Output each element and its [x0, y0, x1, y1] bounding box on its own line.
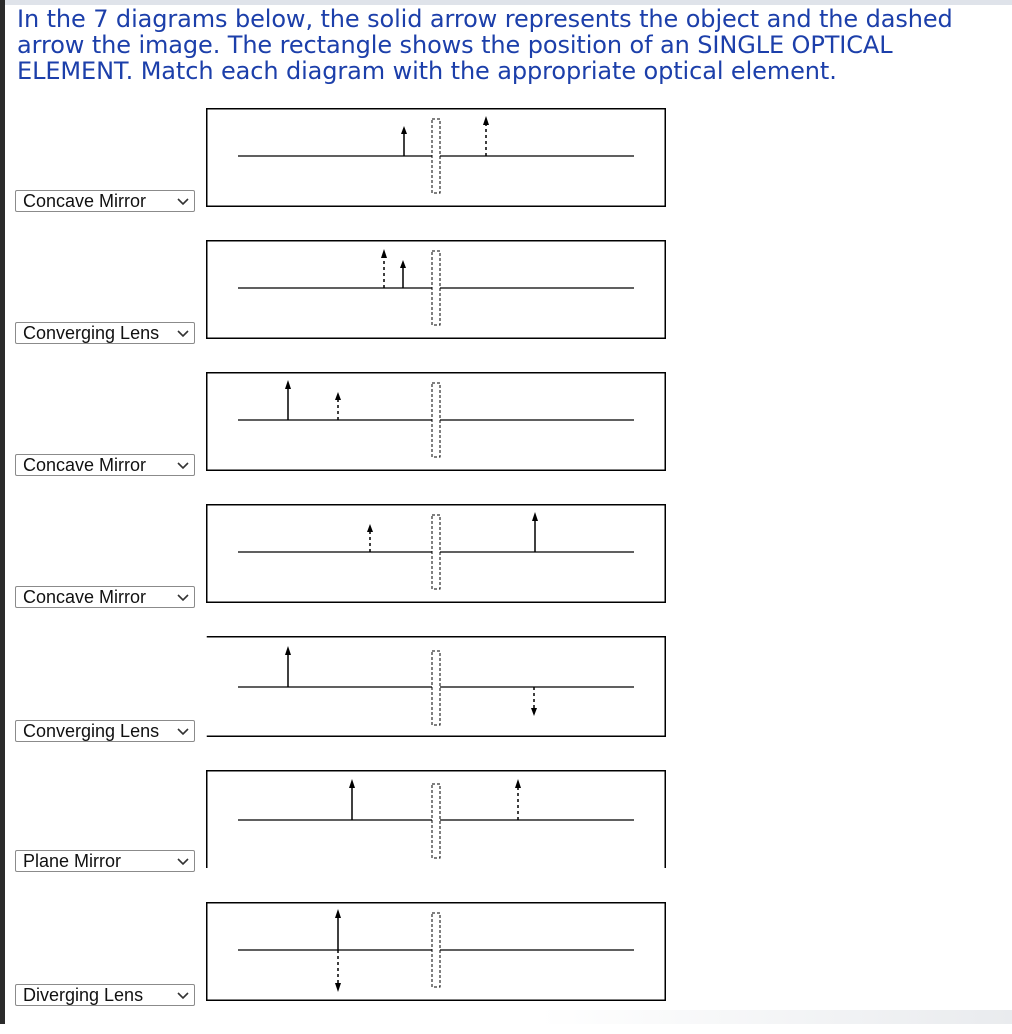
question-row-4 [0, 504, 1012, 636]
optical-element [432, 784, 440, 858]
element-select-5[interactable] [15, 720, 195, 742]
optical-element [432, 119, 440, 193]
selected-value: Converging Lens [23, 721, 160, 741]
chevron-down-icon [176, 852, 190, 870]
object-arrowhead [285, 646, 291, 655]
object-arrowhead [401, 126, 407, 134]
element-select-3[interactable] [15, 454, 195, 476]
image-arrowhead [335, 983, 341, 992]
chevron-down-icon [176, 722, 190, 740]
chevron-down-icon [176, 588, 190, 606]
element-select-2[interactable] [15, 322, 195, 344]
question-row-5 [0, 636, 1012, 768]
question-text: In the 7 diagrams below, the solid arrow represents the object and the dashed arrow the image. The rectangle shows the position of an SINGLE OPTICAL ELEMENT. Match each diagram with the appropriate optical element. [17, 5, 953, 85]
object-arrowhead [349, 779, 355, 788]
question-row-2 [0, 240, 1012, 372]
optical-element [432, 251, 440, 325]
object-arrowhead [335, 909, 341, 918]
image-arrowhead [483, 116, 489, 125]
element-select-4[interactable] [15, 586, 195, 608]
question-row-3 [0, 372, 1012, 504]
element-select-7[interactable] [15, 984, 195, 1006]
image-arrowhead [381, 249, 387, 258]
element-select-1[interactable] [15, 190, 195, 212]
chevron-down-icon [176, 192, 190, 210]
chevron-down-icon [176, 324, 190, 342]
optics-diagram-6 [206, 770, 666, 870]
optics-diagram-2 [206, 240, 666, 340]
selected-value: Concave Mirror [23, 191, 147, 211]
optical-element [432, 383, 440, 457]
image-arrowhead [335, 392, 341, 400]
optical-element [432, 651, 440, 725]
bottom-shadow [540, 1010, 1012, 1024]
optical-element [432, 515, 440, 589]
selected-value: Converging Lens [23, 323, 160, 343]
selected-value: Diverging Lens [23, 985, 144, 1005]
selected-value: Concave Mirror [23, 455, 147, 475]
question-row-6 [0, 770, 1012, 902]
chevron-down-icon [176, 456, 190, 474]
selected-value: Concave Mirror [23, 587, 147, 607]
image-arrowhead [515, 779, 521, 788]
selected-value: Plane Mirror [23, 851, 122, 871]
optics-diagram-5 [206, 636, 666, 738]
optics-diagram-3 [206, 372, 666, 472]
optics-diagram-4 [206, 504, 666, 604]
optics-diagram-7 [206, 902, 666, 1002]
object-arrowhead [285, 380, 291, 389]
object-arrowhead [400, 260, 406, 268]
optics-diagram-1 [206, 108, 666, 208]
optical-element [432, 913, 440, 987]
element-select-6[interactable] [15, 850, 195, 872]
question-row-1 [0, 108, 1012, 240]
image-arrowhead [531, 708, 537, 716]
chevron-down-icon [176, 986, 190, 1004]
object-arrowhead [532, 512, 538, 521]
image-arrowhead [367, 524, 373, 532]
